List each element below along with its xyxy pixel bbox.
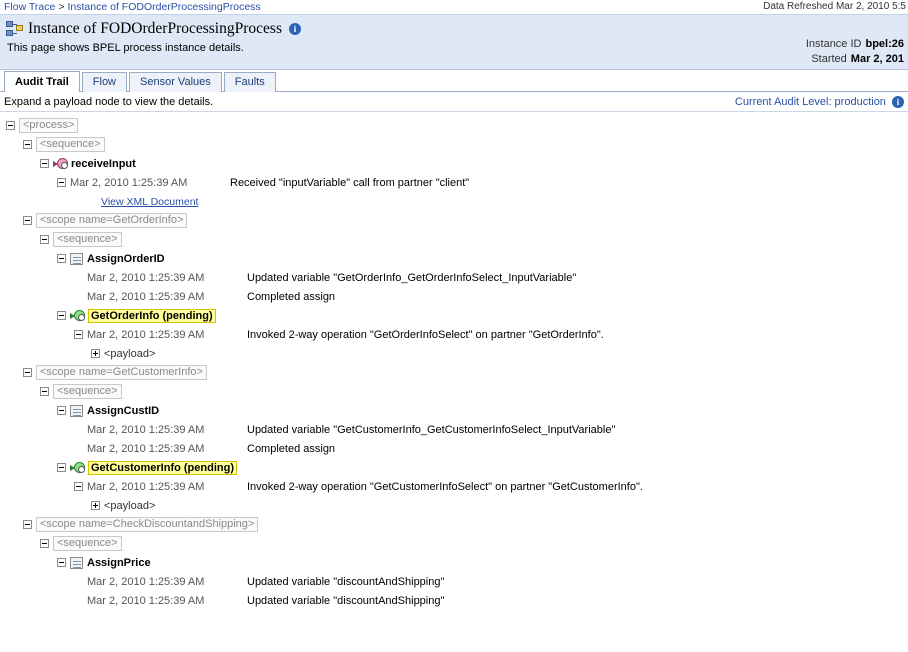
collapse-toggle-icon[interactable] [40,387,49,396]
tree-row [2,553,908,572]
tab-flow[interactable]: Flow [82,72,127,92]
tree-row [2,458,908,477]
event-message: Received "inputVariable" call from partner "client" [230,176,470,189]
tree-row [2,344,908,363]
tree-row [2,572,908,591]
collapse-toggle-icon[interactable] [40,159,49,168]
audit-subbar [0,92,908,112]
collapse-toggle-icon[interactable] [57,254,66,263]
assign-activity-icon [70,405,83,417]
xml-tag-label: <scope name=GetOrderInfo> [36,213,187,228]
page-subtitle: This page shows BPEL process instance details. [7,42,244,54]
tree-row [2,192,908,211]
tab-faults[interactable]: Faults [224,72,276,92]
collapse-toggle-icon[interactable] [23,140,32,149]
collapse-toggle-icon[interactable] [6,121,15,130]
collapse-toggle-icon[interactable] [23,216,32,225]
collapse-toggle-icon[interactable] [40,539,49,548]
event-message: Updated variable "discountAndShipping" [247,575,445,588]
activity-label[interactable]: AssignPrice [87,556,151,569]
event-timestamp: Mar 2, 2010 1:25:39 AM [87,442,205,455]
activity-label[interactable]: receiveInput [71,157,136,170]
receive-icon [53,157,68,170]
event-timestamp: Mar 2, 2010 1:25:39 AM [70,176,188,189]
gear-icon [74,462,85,473]
tree-row [2,230,908,249]
collapse-toggle-icon[interactable] [57,463,66,472]
instance-id-value: bpel:26 [865,38,904,50]
tree-row [2,515,908,534]
xml-tag-label: <sequence> [53,536,122,551]
collapse-toggle-icon[interactable] [74,330,83,339]
event-timestamp: Mar 2, 2010 1:25:39 AM [87,328,205,341]
collapse-toggle-icon[interactable] [74,482,83,491]
payload-node-label[interactable]: <payload> [104,499,156,512]
tree-row [2,211,908,230]
breadcrumb-current: Instance of FODOrderProcessingProcess [67,1,261,13]
tab-strip [0,70,908,92]
xml-tag-label: <scope name=CheckDiscountandShipping> [36,517,258,532]
event-timestamp: Mar 2, 2010 1:25:39 AM [87,290,205,303]
tree-row [2,268,908,287]
tree-row [2,287,908,306]
collapse-toggle-icon[interactable] [23,368,32,377]
tree-row [2,477,908,496]
tree-row [2,401,908,420]
event-message: Completed assign [247,290,336,303]
payload-node-label[interactable]: <payload> [104,347,156,360]
event-message: Invoked 2-way operation "GetCustomerInfoSelect" on partner "GetCustomerInfo". [247,480,643,493]
collapse-toggle-icon[interactable] [40,235,49,244]
tree-row [2,591,908,610]
started-value: Mar 2, 201 [850,53,904,65]
tree-row [2,382,908,401]
tree-row [2,116,908,135]
event-timestamp: Mar 2, 2010 1:25:39 AM [87,480,205,493]
started-label: Started [811,53,847,65]
tree-row [2,173,908,192]
started-row [806,52,904,67]
expand-toggle-icon[interactable] [91,349,100,358]
breadcrumb [0,0,908,14]
tab-audit-trail[interactable]: Audit Trail [4,71,80,92]
tree-row [2,420,908,439]
tree-row [2,325,908,344]
page-title-row [6,18,902,40]
xml-tag-label: <sequence> [53,232,122,247]
collapse-toggle-icon[interactable] [57,406,66,415]
invoke-icon [70,461,85,474]
collapse-toggle-icon[interactable] [57,558,66,567]
event-message: Updated variable "GetCustomerInfo_GetCustomerInfoSelect_InputVariable" [247,423,616,436]
breadcrumb-link-flow-trace[interactable]: Flow Trace [4,1,56,13]
activity-label[interactable]: AssignCustID [87,404,160,417]
event-message: Updated variable "GetOrderInfo_GetOrderInfoSelect_InputVariable" [247,271,577,284]
invoke-icon [70,309,85,322]
instance-id-row [806,37,904,52]
gear-icon [74,310,85,321]
instance-info [806,37,904,67]
event-timestamp: Mar 2, 2010 1:25:39 AM [87,423,205,436]
activity-label[interactable]: AssignOrderID [87,252,165,265]
event-timestamp: Mar 2, 2010 1:25:39 AM [87,575,205,588]
breadcrumb-separator: > [58,1,65,13]
event-message: Updated variable "discountAndShipping" [247,594,445,607]
page-title: Instance of FODOrderProcessingProcess [28,20,282,37]
collapse-toggle-icon[interactable] [57,311,66,320]
tree-row [2,154,908,173]
event-timestamp: Mar 2, 2010 1:25:39 AM [87,594,205,607]
xml-tag-label: <sequence> [36,137,105,152]
tree-row [2,249,908,268]
audit-level [735,92,904,112]
gear-icon [57,158,68,169]
xml-tag-label: <sequence> [53,384,122,399]
data-refreshed-note: Data Refreshed Mar 2, 2010 5:5 [763,1,906,12]
assign-activity-icon [70,253,83,265]
xml-tag-label: <scope name=GetCustomerInfo> [36,365,207,380]
expand-hint: Expand a payload node to view the details. [4,96,214,108]
event-message: Completed assign [247,442,336,455]
instance-id-label: Instance ID [805,38,862,50]
process-icon [6,21,24,37]
view-xml-document-link[interactable]: View XML Document [101,195,199,208]
tree-row [2,439,908,458]
audit-level-text: Current Audit Level: production [734,96,886,108]
audit-info-icon[interactable]: i [892,96,904,108]
event-message: Invoked 2-way operation "GetOrderInfoSelect" on partner "GetOrderInfo". [247,328,604,341]
page-header [0,14,908,70]
audit-trail-tree [0,112,908,610]
tree-row [2,135,908,154]
info-icon[interactable]: i [289,23,301,35]
tree-row [2,496,908,515]
assign-activity-icon [70,557,83,569]
tree-row [2,306,908,325]
tree-row [2,363,908,382]
tree-row [2,534,908,553]
collapse-toggle-icon[interactable] [23,520,32,529]
activity-label[interactable]: GetCustomerInfo (pending) [88,461,237,475]
xml-tag-label: <process> [19,118,78,133]
event-timestamp: Mar 2, 2010 1:25:39 AM [87,271,205,284]
expand-toggle-icon[interactable] [91,501,100,510]
activity-label[interactable]: GetOrderInfo (pending) [88,309,216,323]
collapse-toggle-icon[interactable] [57,178,66,187]
tab-sensor-values[interactable]: Sensor Values [129,72,222,92]
